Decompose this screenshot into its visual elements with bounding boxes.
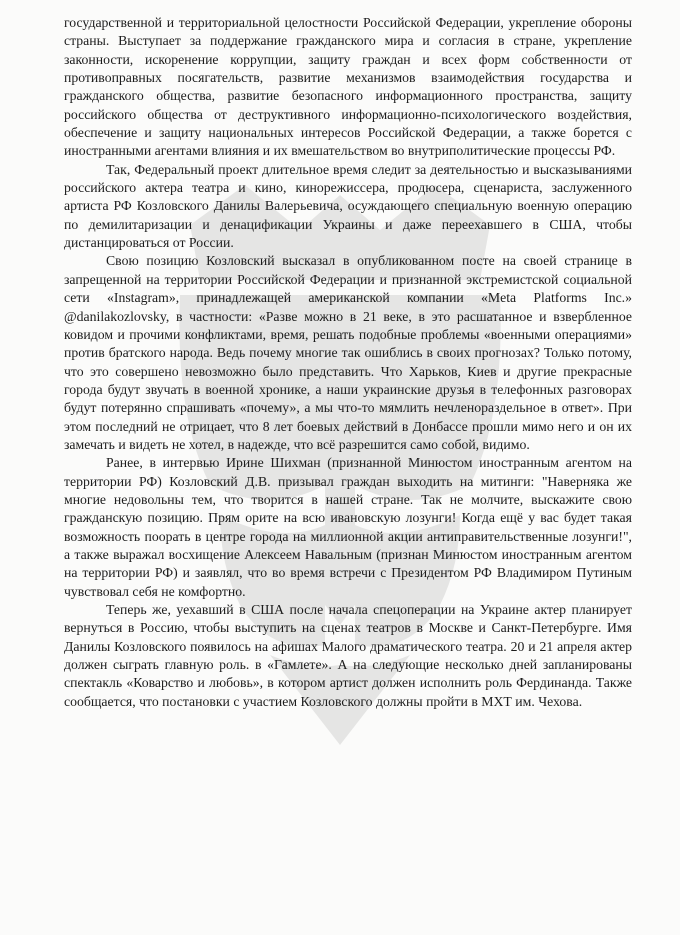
paragraph-3: Свою позицию Козловский высказал в опубликованном посте на своей странице в запрещенной на территории Российской Федерации и признанной экстремистской социальной сети «Instagram», принадлежащей американской компании «Meta Platforms Inc.» @danilakozlovsky, в частности: «Разве можно в 21 веке, в это расшатанное и взвербленное ковидом и прочими конфликтами, время, решать подобные проблемы «военными операциями» против братского народа. Ведь почему многие так ошиблись в своих прогнозах? Только потому, что это совершено невозможно было представить. Что Харьков, Киев и другие прекрасные города будут звучать в военной хронике, а наши украинские друзья в телефонных разговорах будут потерянно спрашивать «почему», а мы что-то мямлить нечленораздельное в ответ». При этом последний не отрицает, что 8 лет боевых действий в Донбассе прошли мимо него и он их замечать и видеть не хотел, в надежде, что всё разрешится само собой, видимо. [64, 253, 632, 452]
paragraph-1: государственной и территориальной целостности Российской Федерации, укрепление обороны страны. Выступает за поддержание гражданского мира и согласия в стране, укрепление законности, искоренение коррупции, защиту граждан и всех форм собственности от противоправных посягательств, развитие механизмов взаимодействия государства и гражданского общества, развитие безопасного информационного пространства, защиту российского общества от деструктивного информационно-психологического воздействия, обеспечение и защиту национальных интересов Российской Федерации, а также борется с иностранными агентами влияния и их вмешательством во внутриполитические процессы РФ. [64, 15, 632, 159]
document-text [64, 14, 632, 711]
paragraph-2: Так, Федеральный проект длительное время следит за деятельностью и высказываниями российского актера театра и кино, кинорежиссера, продюсера, сценариста, заслуженного артиста РФ Козловского Данилы Валерьевича, осуждающего специальную военную операцию по демилитаризации и денацификации Украины и даже переехавшего в США, чтобы дистанцироваться от России. [64, 161, 632, 251]
paragraph-4: Ранее, в интервью Ирине Шихман (признанной Минюстом иностранным агентом на территории РФ) Козловский Д.В. призывал граждан выходить на митинги: "Наверняка же многие недовольны тем, что творится в нашей стране. Так не молчите, выскажите свою гражданскую позицию. Прям орите на всю ивановскую лозунги! Когда ещё у вас будет такая возможность поорать в центре города на миллионной акции антиправительственные лозунги!", а также выражал восхищение Алексеем Навальным (признан Минюстом иностранным агентом на территории РФ) и заявлял, что во время встречи с Президентом РФ Владимиром Путиным чувствовал себя не комфортно. [64, 455, 632, 599]
paragraph-5: Теперь же, уехавший в США после начала спецоперации на Украине актер планирует вернуться в Россию, чтобы выступить на сценах театров в Москве и Санкт-Петербурге. Имя Данилы Козловского появилось на афишах Малого драматического театра. 20 и 21 апреля актер должен сыграть главную роль. в «Гамлете». А на следующие несколько дней запланированы спектакль «Коварство и любовь», в котором артист должен исполнить роль Фердинанда. Также сообщается, что постановки с участием Козловского должны пройти в МХТ им. Чехова. [64, 602, 632, 709]
